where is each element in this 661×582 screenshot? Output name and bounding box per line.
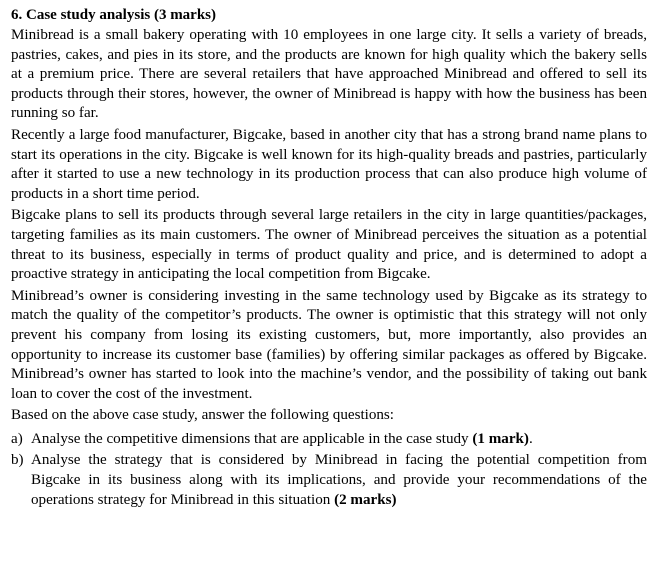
question-letter: b) xyxy=(11,452,24,469)
question-text xyxy=(31,451,647,510)
question-item-b xyxy=(11,451,647,510)
question-body: Analyse the strategy that is considered by Minibread in facing the potential competition from Bigcake in its business along with its implications, and provide your recommendations of the operations strategy for Minibread in this situation xyxy=(31,452,647,508)
question-intro: Based on the above case study, answer the following questions: xyxy=(11,407,394,424)
section-heading: 6. Case study analysis (3 marks) xyxy=(11,7,217,23)
question-tail: . xyxy=(528,430,533,447)
question-text xyxy=(31,430,647,450)
question-list xyxy=(11,430,647,510)
question-item-a xyxy=(11,430,647,450)
question-letter: a) xyxy=(11,430,23,447)
case-paragraph-3: Bigcake plans to sell its products through several large retailers in the city in large quantities/packages, targeting families as its main customers. The owner of Minibread perceives the situation as a potential threat to its business, especially in terms of product quality and price, and is determined to adopt a proactive strategy in anticipating the local competition from Bigcake. xyxy=(11,207,647,283)
case-paragraph-2: Recently a large food manufacturer, Bigcake, based in another city that has a strong brand name plans to start its operations in the city. Bigcake is well known for its high-quality breads and pastries, particularly after it started to use a new technology in its production process that can also produce high volume of products in a short time period. xyxy=(11,126,647,202)
question-marks: (2 marks) xyxy=(334,491,397,508)
case-paragraph-4: Minibread’s owner is considering investing in the same technology used by Bigcake as its strategy to match the quality of the competitor’s products. The owner is optimistic that this strategy will not only prevent his company from losing its existing customers, but, more importantly, also provides an opportunity to increase its customer base (families) by offering similar packages as offered by Bigcake. Minibread’s owner has started to look into the machine’s vendor, and the possibility of taking out bank loan to cover the cost of the investment. xyxy=(11,287,647,402)
question-marks: (1 mark) xyxy=(472,430,529,447)
case-paragraph-1: Minibread is a small bakery operating with 10 employees in one large city. It sells a variety of breads, pastries, cakes, and pies in its store, and the products are known for high quality which the bakery sells at a premium price. There are several retailers that have approached Minibread and offered to sell its products through their stores, however, the owner of Minibread is happy with how the business has been running so far. xyxy=(11,27,647,122)
question-body: Analyse the competitive dimensions that are applicable in the case study xyxy=(31,430,473,447)
